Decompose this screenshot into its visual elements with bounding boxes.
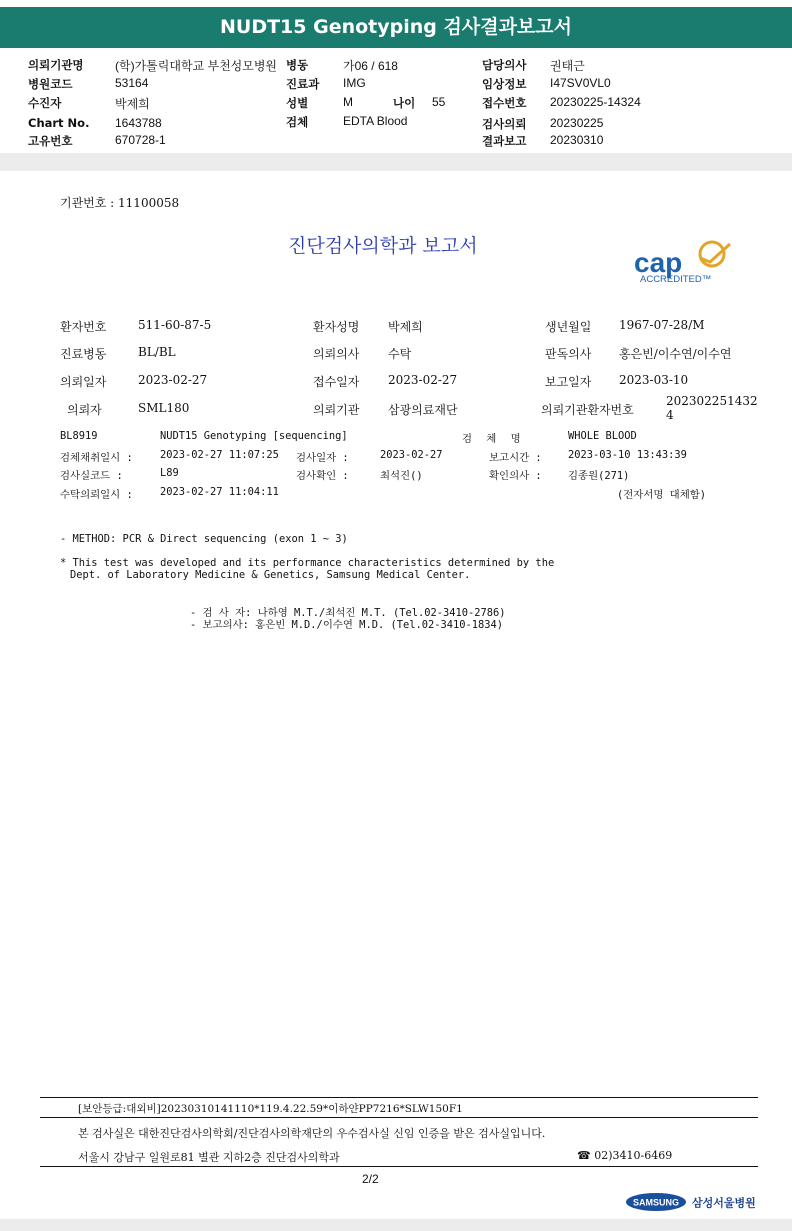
field-label: Chart No.	[28, 116, 90, 130]
field-value: IMG	[343, 76, 366, 90]
test-code: BL8919	[60, 430, 98, 442]
header-value-hospital-code	[115, 76, 148, 90]
field-value-requester: SML180	[138, 401, 190, 415]
field-value-request-institution: 삼광의료재단	[388, 403, 458, 417]
security-line: [보안등급:대외비]20230310141110*119.4.22.59*이하얀PP7216*SLW150F1	[78, 1103, 463, 1115]
header-value-specimen	[343, 114, 407, 128]
field-label: 의뢰기관명	[28, 58, 84, 72]
field-label: 검체	[286, 115, 309, 129]
field-value: EDTA Blood	[343, 114, 408, 128]
field-label: 진료과	[286, 77, 320, 91]
field-label: 담당의사	[482, 58, 527, 72]
header-field-department	[286, 76, 319, 92]
field-label: 성별	[286, 96, 309, 110]
confirm-doctor-label: 확인의사 :	[489, 470, 542, 482]
institution-number: 기관번호 : 11100058	[60, 196, 180, 210]
header-value-clinical-info	[550, 76, 611, 90]
bottom-strip	[0, 1219, 792, 1231]
collect-value: 2023-02-27 11:07:25	[160, 449, 279, 461]
note-line-1: * This test was developed and its performance characteristics determined by the	[60, 557, 555, 569]
consign-value: 2023-02-27 11:04:11	[160, 486, 279, 498]
field-value-reading-doctor: 홍은빈/이수연/이수연	[619, 347, 732, 361]
field-label: 병원코드	[28, 77, 73, 91]
header-value-request	[550, 116, 603, 130]
field-label-patient-no: 환자번호	[60, 320, 107, 334]
field-label-reading-doctor: 판독의사	[545, 347, 592, 361]
field-value: 1643788	[115, 116, 162, 130]
header-value-ward	[343, 57, 398, 74]
consign-label: 수탁의뢰일시 :	[60, 489, 133, 501]
header-field-result-report	[482, 133, 526, 149]
lab-code-label: 검사실코드 :	[60, 470, 123, 482]
header-value-result-report	[550, 133, 603, 147]
test-date-label: 검사일자 :	[296, 452, 349, 464]
header-value-chart-no	[115, 116, 162, 130]
hospital-name: 삼성서울병원	[692, 1196, 756, 1210]
field-value: 20230310	[550, 133, 604, 147]
phone-text: ☎ 02)3410-6469	[577, 1149, 673, 1162]
field-value: 박제희	[115, 97, 150, 111]
field-value-patient-name: 박제희	[388, 320, 423, 334]
cap-accredited-logo	[630, 238, 734, 284]
examiner-line: - 검 사 자: 나하영 M.T./최석진 M.T. (Tel.02-3410-2786)	[190, 607, 506, 619]
samsung-hospital-logo	[626, 1191, 756, 1213]
test-name: NUDT15 Genotyping [sequencing]	[160, 430, 348, 442]
header-value-doctor	[550, 57, 585, 74]
header-value-sex	[343, 95, 353, 109]
report-time-value: 2023-03-10 13:43:39	[568, 449, 687, 461]
header-field-institution	[28, 57, 84, 73]
specimen-value: WHOLE BLOOD	[568, 430, 637, 442]
field-label-ward: 진료병동	[60, 347, 107, 361]
field-label: 고유번호	[28, 134, 73, 148]
header-value-patient	[115, 95, 150, 112]
field-label: 수진자	[28, 96, 62, 110]
field-value-request-date: 2023-02-27	[138, 373, 208, 387]
field-value: (학)가톨릭대학교 부천성모병원	[115, 59, 278, 73]
footer-divider	[40, 1117, 758, 1118]
field-value: 20230225-14324	[550, 95, 641, 109]
method-text: - METHOD: PCR & Direct sequencing (exon 1 ~ 3)	[60, 533, 348, 545]
samsung-wordmark: SAMSUNG	[632, 1197, 680, 1208]
header-field-age	[393, 95, 415, 111]
field-value-ordering-doctor: 수탁	[388, 347, 412, 361]
field-label: 병동	[286, 58, 309, 72]
report-time-label: 보고시간 :	[489, 452, 542, 464]
header-field-unique-no	[28, 133, 72, 149]
header-value-receipt-no	[550, 95, 641, 109]
header-field-receipt-no	[482, 95, 526, 111]
separator-strip	[0, 153, 792, 171]
field-value-institution-patient-no: 202302251432	[666, 394, 758, 408]
page-number: 2/2	[362, 1172, 379, 1186]
cap-logo-text: cap	[634, 247, 683, 278]
field-value-institution-patient-no-cont: 4	[666, 408, 674, 422]
field-label-ordering-doctor: 의뢰의사	[313, 347, 360, 361]
field-value: M	[343, 95, 353, 109]
confirm-label: 검사확인 :	[296, 470, 349, 482]
field-label: 검사의뢰	[482, 117, 527, 131]
header-field-request	[482, 116, 526, 132]
field-value-ward: BL/BL	[138, 345, 176, 359]
field-value: 53164	[115, 76, 149, 90]
address-text: 서울시 강남구 일원로81 별관 지하2층 진단검사의학과	[78, 1151, 340, 1164]
field-label-request-institution: 의뢰기관	[313, 403, 360, 417]
field-value-report-date: 2023-03-10	[619, 373, 689, 387]
test-date-value: 2023-02-27	[380, 449, 443, 461]
field-label-institution-patient-no: 의뢰기관환자번호	[541, 403, 634, 417]
field-label-request-date: 의뢰일자	[60, 375, 107, 389]
field-label: 나이	[393, 96, 416, 110]
header-value-institution	[115, 57, 277, 74]
field-label: 임상정보	[482, 77, 527, 91]
field-label: 결과보고	[482, 134, 527, 148]
field-label-requester: 의뢰자	[67, 403, 102, 417]
header-value-age	[432, 95, 445, 109]
header-value-department	[343, 76, 366, 90]
confirm-value: 최석진()	[380, 470, 423, 482]
specimen-label: 검 체 명	[462, 433, 525, 445]
field-label-receipt-date: 접수일자	[313, 375, 360, 389]
report-heading: 진단검사의학과 보고서	[288, 235, 478, 257]
reporter-line: - 보고의사: 홍은빈 M.D./이수연 M.D. (Tel.02-3410-1834)	[190, 619, 504, 631]
header-field-hospital-code	[28, 76, 72, 92]
field-value-patient-no: 511-60-87-5	[138, 318, 212, 332]
collect-label: 검체채취일시 :	[60, 452, 133, 464]
header-value-unique-no	[115, 133, 166, 147]
footer-divider-top	[40, 1097, 758, 1098]
cap-logo-subtext: ACCREDITED™	[640, 274, 712, 284]
field-value: 20230225	[550, 116, 604, 130]
field-label: 접수번호	[482, 96, 527, 110]
note-line-2: Dept. of Laboratory Medicine & Genetics, Samsung Medical Center.	[70, 569, 471, 581]
lab-code-value: L89	[160, 467, 179, 479]
header-field-doctor	[482, 57, 526, 73]
certification-text: 본 검사실은 대한진단검사의학회/진단검사의학재단의 우수검사실 신임 인증을 받은 검사실입니다.	[78, 1127, 546, 1140]
field-value: 670728-1	[115, 133, 166, 147]
field-value: I47SV0VL0	[550, 76, 611, 90]
field-value: 권태근	[550, 59, 585, 73]
field-label-patient-name: 환자성명	[313, 320, 360, 334]
footer-divider-bottom	[40, 1166, 758, 1167]
field-value-receipt-date: 2023-02-27	[388, 373, 458, 387]
esign-note: (전자서명 대체함)	[617, 489, 707, 501]
field-label-birthdate: 생년월일	[545, 320, 592, 334]
header-field-patient	[28, 95, 61, 111]
field-value: 가06 / 618	[343, 59, 398, 73]
header-field-sex	[286, 95, 308, 111]
field-label-report-date: 보고일자	[545, 375, 592, 389]
field-value: 55	[432, 95, 446, 109]
header-field-clinical-info	[482, 76, 526, 92]
header-field-chart-no	[28, 116, 89, 130]
report-title-bar: NUDT15 Genotyping 검사결과보고서	[0, 7, 792, 48]
header-field-ward	[286, 57, 308, 73]
header-field-specimen	[286, 114, 308, 130]
field-value-birthdate: 1967-07-28/M	[619, 318, 705, 332]
confirm-doctor-value: 김종원(271)	[568, 470, 630, 482]
